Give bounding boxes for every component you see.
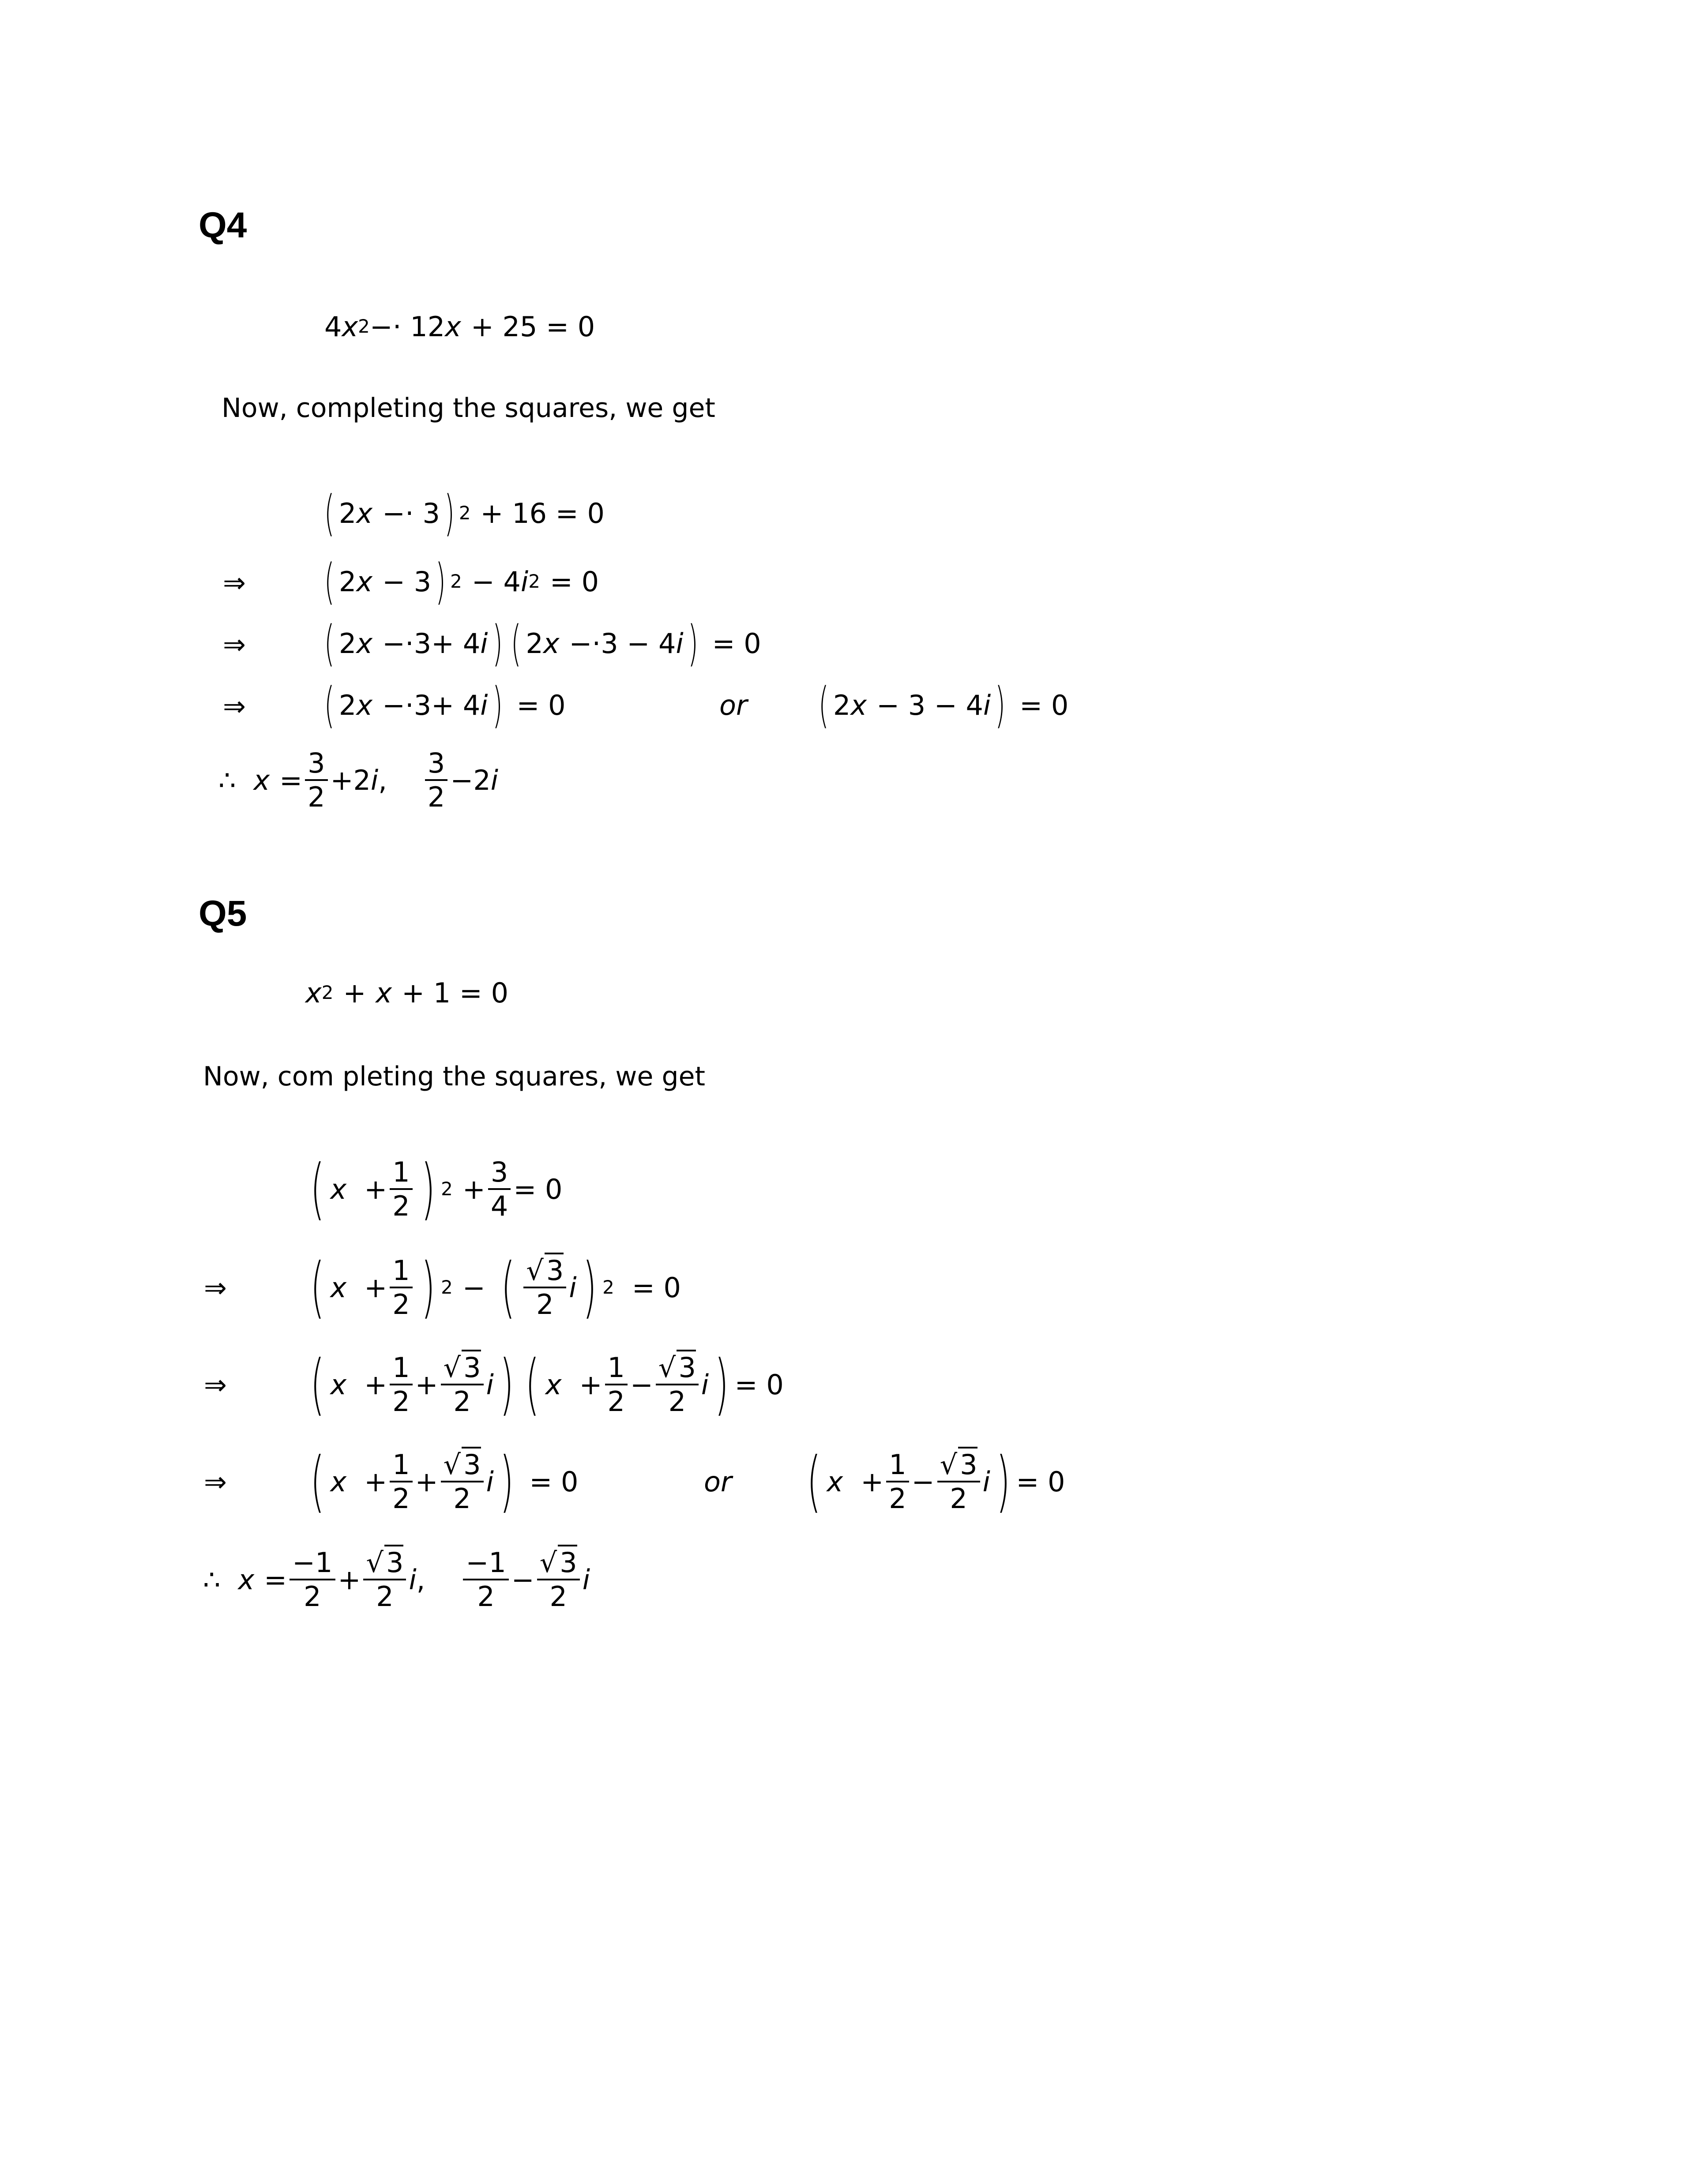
q5-step3: ( x + $\frac{1}{2}$ + $\frac{√3}{2}$ i ) ( x + $\frac{1}{2}$ − $\frac{√3}{2}$ i ) = 0 [310, 1346, 784, 1423]
q4-step4-implies: ⇒ [223, 690, 246, 722]
q5-step2-implies: ⇒ [204, 1272, 227, 1304]
q4-equation: 4 x 2 −· 12 x + 25 = 0 [324, 310, 595, 343]
q4-step3-implies: ⇒ [223, 628, 246, 660]
q4-step4-right: ( 2 x − 3 − 4 i ) = 0 [818, 677, 1069, 733]
q4-heading: Q4 [199, 205, 247, 245]
q5-result: ∴ x = $\frac{-1}{2}$ + $\frac{√3}{2}$ i , $\frac{-1}{2}$ − $\frac{√3}{2}$ i [203, 1542, 590, 1617]
q5-heading: Q5 [199, 893, 247, 934]
q4-step4-or: or [719, 689, 748, 721]
q4-step2: ( 2 x − 3 ) 2 − 4 i 2 = 0 [324, 553, 599, 610]
q4-step4-left: ( 2 x −·3+ 4 i ) = 0 [324, 677, 566, 733]
q4-step2-implies: ⇒ [223, 567, 246, 599]
q4-step3: ( 2 x −·3+ 4 i ) ( 2 x −·3 − 4 i ) = 0 [324, 615, 761, 672]
q5-step4-left: ( x + $\frac{1}{2}$ + $\frac{√3}{2}$ i ) = 0 [310, 1443, 579, 1520]
q5-step4-or: or [704, 1465, 732, 1498]
q4-result: ∴ x = $\frac{3}{2}$ +2 i , $\frac{3}{2}$ −2 i [218, 747, 499, 813]
q5-step4-implies: ⇒ [204, 1466, 227, 1498]
q5-step2: ( x + $\frac{1}{2}$ ) 2 − ( $\frac{√3}{2}$ i ) 2 = 0 [310, 1249, 681, 1326]
q5-step4-right: ( x + $\frac{1}{2}$ − $\frac{√3}{2}$ i ) = 0 [807, 1443, 1065, 1520]
q4-step1: ( 2 x −· 3 ) 2 + 16 = 0 [324, 485, 605, 541]
q5-equation: x 2 + x + 1 = 0 [305, 976, 509, 1009]
q5-step1: ( x + $\frac{1}{2}$ ) 2 + $\frac{3}{4}$ = 0 [310, 1151, 563, 1227]
q5-step3-implies: ⇒ [204, 1369, 227, 1401]
q4-intro-text: Now, completing the squares, we get [222, 393, 715, 424]
q5-intro-text: Now, com pleting the squares, we get [203, 1061, 706, 1092]
